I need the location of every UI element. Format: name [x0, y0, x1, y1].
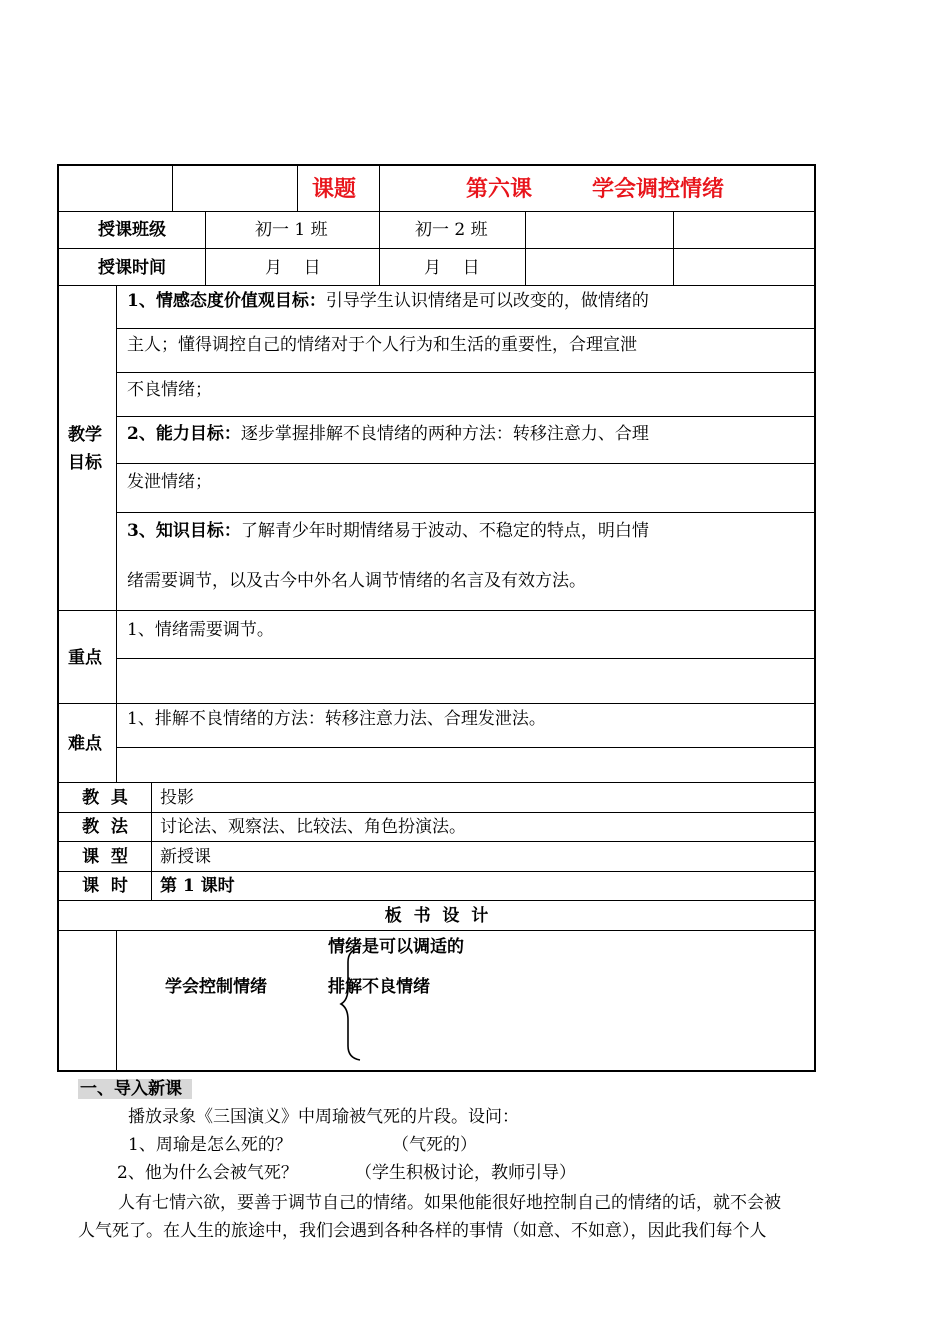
intro-paragraph-2-line-2: 人气死了。在人生的旅途中，我们会遇到各种各样的事情（如意、不如意），因此我们每个人: [78, 1221, 767, 1241]
teaching-aids-value: 投影: [160, 788, 194, 808]
objective-line-4: [127, 423, 649, 445]
objective-line-7: 绪需要调节，以及古今中外名人调节情绪的名言及有效方法。: [127, 571, 586, 591]
board-main-topic: 学会控制情绪: [165, 977, 267, 997]
class-hours-label: 课 时: [82, 876, 128, 896]
intro-paragraph-1: 播放录象《三国演义》中周瑜被气死的片段。设问：: [128, 1107, 519, 1127]
intro-answer-1: （气死的）: [392, 1135, 477, 1155]
difficulty-content: 1、排解不良情绪的方法：转移注意力法、合理发泄法。: [127, 709, 546, 729]
objectives-label-2: 目标: [68, 453, 102, 473]
intro-question-1: 1、周瑜是怎么死的？: [128, 1135, 292, 1155]
objectives-label-1: 教学: [68, 425, 102, 445]
objective-line-1: [127, 290, 649, 312]
objective-line-6: [127, 520, 649, 542]
teaching-method-value: 讨论法、观察法、比较法、角色扮演法。: [160, 817, 466, 837]
objective-1-text: 引导学生认识情绪是可以改变的，做情绪的: [325, 291, 649, 311]
objective-2-heading: 2、能力目标：: [127, 424, 241, 444]
objective-3-heading: 3、知识目标：: [127, 521, 241, 541]
board-branch-1: 情绪是可以调适的: [328, 937, 464, 957]
intro-paragraph-2-line-1: 人有七情六欲，要善于调节自己的情绪。如果他能很好地控制自己的情绪的话，就不会被: [118, 1193, 781, 1213]
objective-1-heading: 1、情感态度价值观目标：: [127, 291, 326, 311]
intro-heading: 一、导入新课: [80, 1079, 182, 1099]
title-label: 课题: [312, 176, 357, 202]
time-2: 月 日: [424, 258, 480, 278]
intro-answer-2: （学生积极讨论，教师引导）: [355, 1163, 576, 1183]
board-branch-2: 排解不良情绪: [328, 977, 430, 997]
objective-line-2: 主人；懂得调控自己的情绪对于个人行为和生活的重要性，合理宣泄: [127, 335, 637, 355]
lesson-number: 第六课: [466, 176, 533, 202]
teaching-method-label: 教 法: [82, 817, 128, 837]
objective-2-text: 逐步掌握排解不良情绪的两种方法：转移注意力、合理: [240, 424, 649, 444]
board-design-header: 板 书 设 计: [384, 906, 489, 926]
lesson-type-value: 新授课: [160, 847, 211, 867]
class-2: 初一 2 班: [415, 220, 488, 240]
class-1: 初一 1 班: [255, 220, 328, 240]
intro-question-2: 2、他为什么会被气死？: [117, 1163, 298, 1183]
class-label: 授课班级: [98, 220, 166, 240]
time-label: 授课时间: [98, 258, 166, 278]
curly-brace-icon: [338, 946, 368, 1062]
objective-line-3: 不良情绪；: [127, 380, 212, 400]
teaching-aids-label: 教 具: [82, 788, 128, 808]
key-point-content: 1、情绪需要调节。: [127, 620, 274, 640]
lesson-title: 学会调控情绪: [592, 176, 725, 202]
objective-3-text: 了解青少年时期情绪易于波动、不稳定的特点，明白情: [240, 521, 649, 541]
class-hours-value: 第 1 课时: [160, 876, 235, 896]
time-1: 月 日: [265, 258, 321, 278]
difficulty-label: 难点: [68, 734, 102, 754]
objective-line-5: 发泄情绪；: [127, 472, 212, 492]
lesson-type-label: 课 型: [82, 847, 128, 867]
key-point-label: 重点: [68, 648, 102, 668]
